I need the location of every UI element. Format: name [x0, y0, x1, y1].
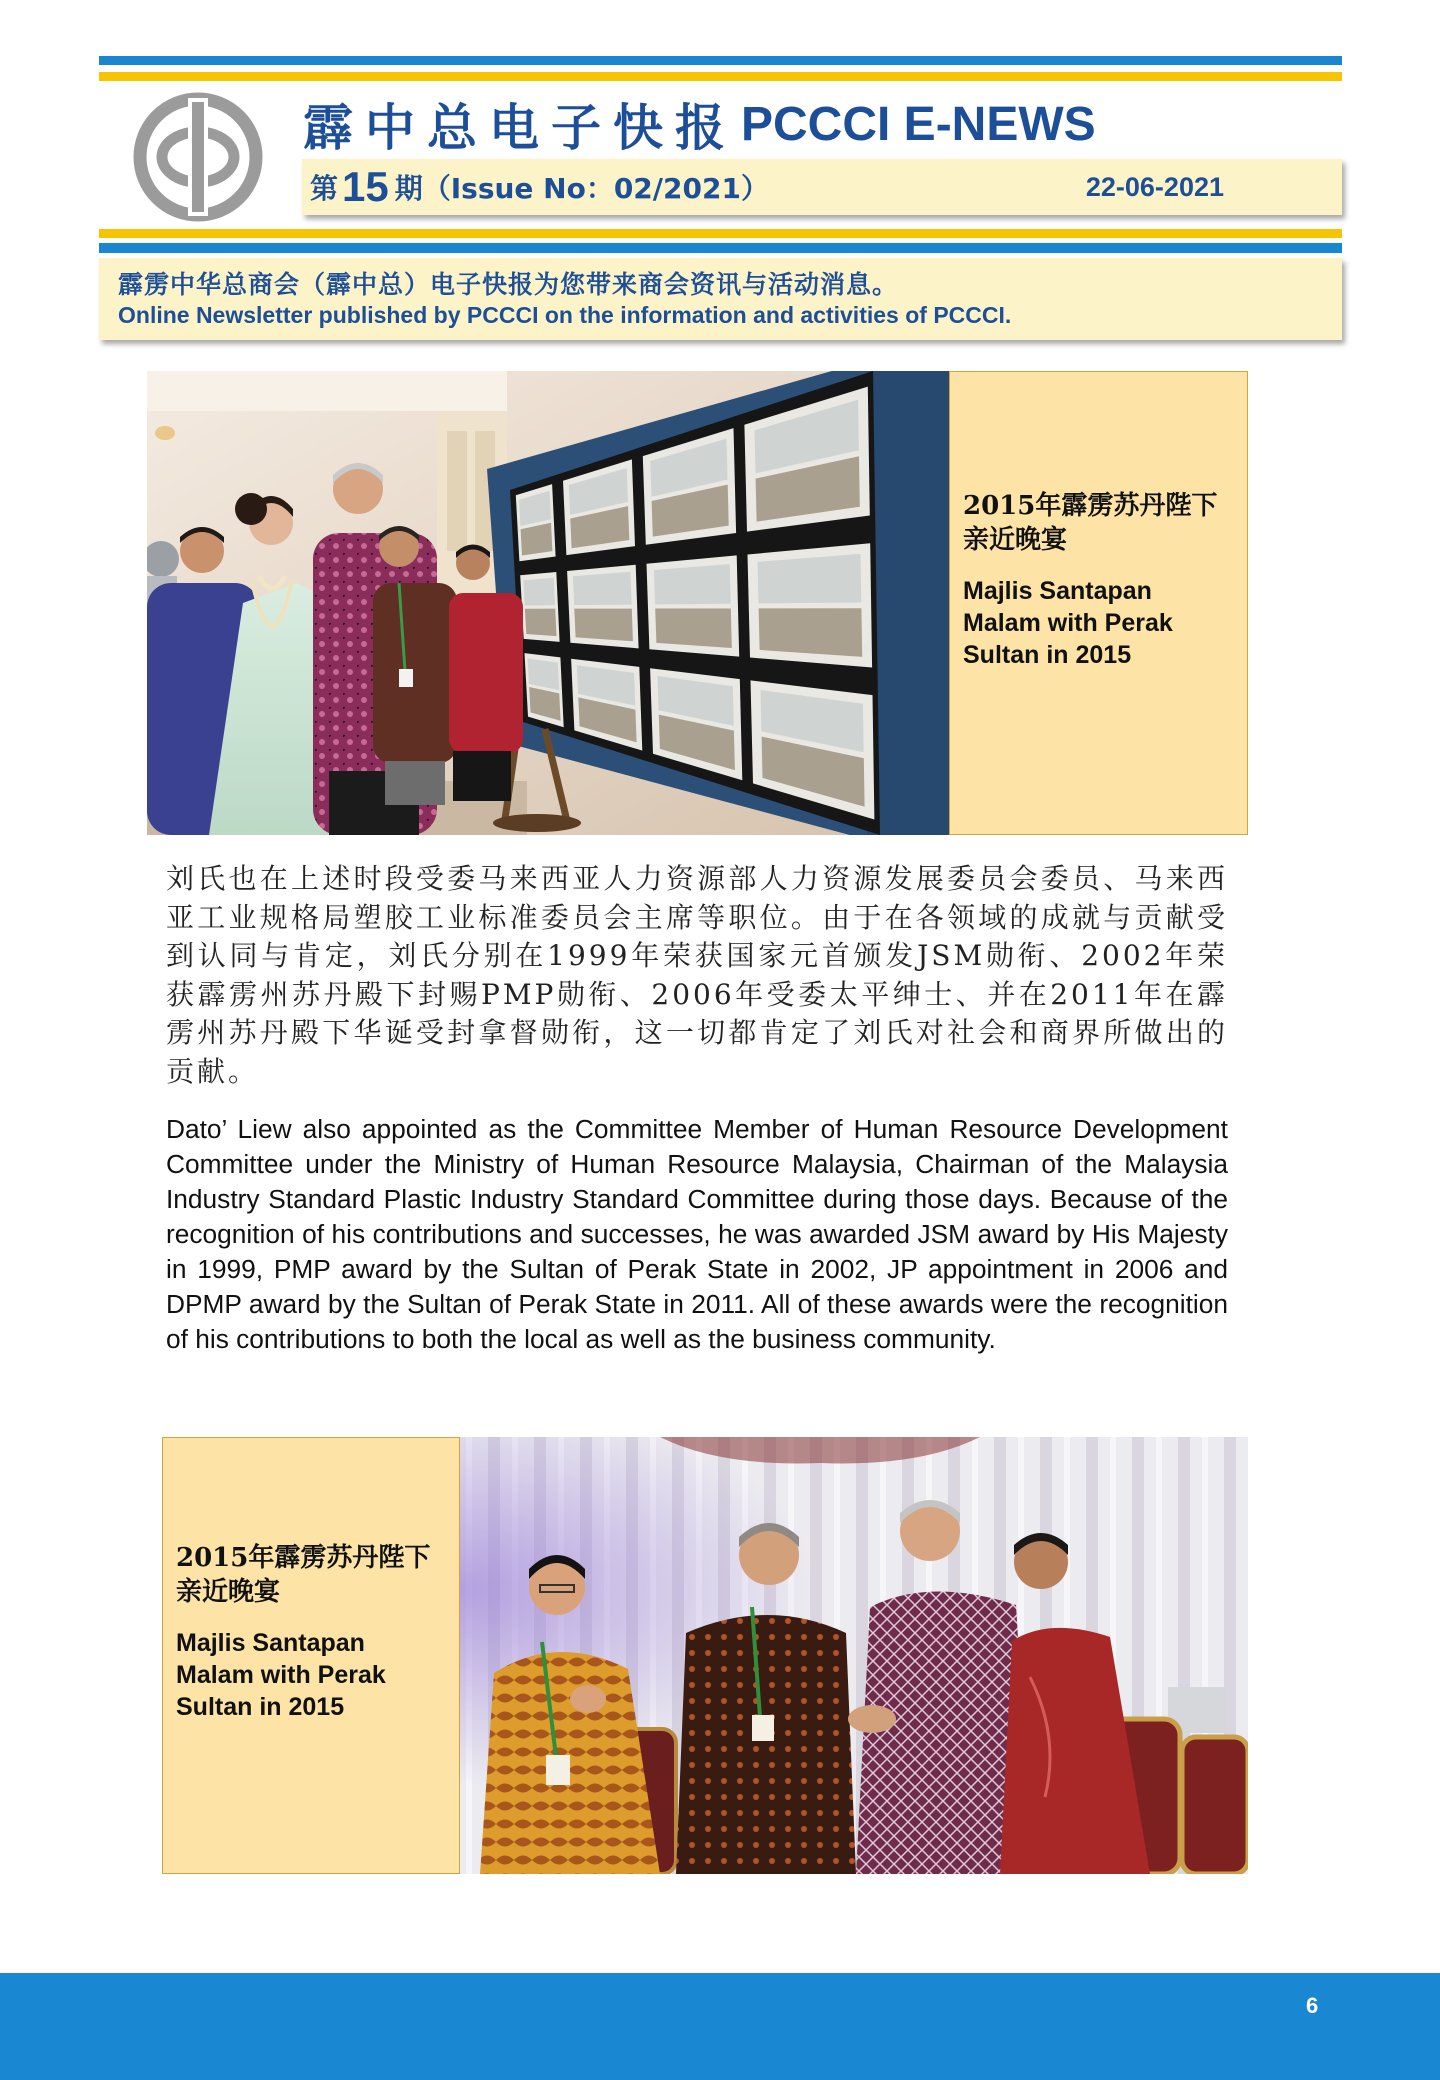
- board-photo-print: [759, 608, 863, 657]
- photo-exhibition-illustration: [147, 371, 949, 835]
- photo-caption-2: [162, 1437, 460, 1874]
- mid-yellow-rule: [99, 229, 1342, 238]
- title-chinese: 霹中总电子快报: [303, 99, 737, 157]
- caption-chinese: 2015年霹雳苏丹陛下亲近晚宴: [963, 491, 1218, 555]
- article-chinese-paragraph: 刘氏也在上述时段受委马来西亚人力资源部人力资源发展委员会委员、马来西亚工业规格局塑胶工业标准委员会主席等职位。由于在各领域的成就与贡献受到认同与肯定，刘氏分别在1999年荣获国家元首颁发JSM勋衔、2002年荣获霹雳州苏丹殿下封赐PMP勋衔、2006年受委太平绅士、并在2011年在霹雳州苏丹殿下华诞受封拿督勋衔，这一切都肯定了刘氏对社会和商界所做出的贡献。: [166, 862, 1228, 1088]
- board-photo-print: [758, 554, 862, 604]
- event-photo-handshake: [460, 1437, 1248, 1874]
- board-photo-print: [525, 609, 557, 637]
- article-english-paragraph: Dato’ Liew also appointed as the Committee Member of Human Resource Development Committee under the Ministry of Human Resource Malaysia, Chairman of the Malaysia Industry Standard Plastic Industry Standard Committee during those days. Because of the recognition of his contributions and successes, he was awarded JSM award by His Majesty in 1999, PMP award by the Sultan of Perak State in 2002, JP appointment in 2006 and DPMP award by the Sultan of Perak State in 2011. All of these awards were the recognition of his contributions to both the local as well as the business community.: [166, 1114, 1228, 1354]
- board-photo-print: [523, 578, 555, 606]
- caption-chinese: 2015年霹雳苏丹陛下亲近晚宴: [176, 1543, 431, 1607]
- issue-suffix: 期（Issue No：02/2021）: [394, 172, 769, 205]
- intro-english: Online Newsletter published by PCCCI on the information and activities of PCCCI.: [118, 302, 1012, 328]
- caption-english: Majlis Santapan Malam with Perak Sultan in 2015: [963, 577, 1173, 669]
- board-photo-print: [654, 564, 731, 604]
- handshake: [848, 1705, 896, 1733]
- issue-label: [310, 159, 769, 215]
- top-yellow-rule: [99, 72, 1342, 81]
- board-photo-print: [655, 609, 732, 649]
- photo-caption-1: [949, 371, 1248, 835]
- photo-handshake-illustration: [460, 1437, 1248, 1874]
- page-number: 6: [1306, 1993, 1319, 2018]
- mid-blue-rule: [99, 243, 1342, 253]
- caption-english: Majlis Santapan Malam with Perak Sultan in 2015: [176, 1629, 386, 1721]
- issue-prefix: 第: [310, 172, 339, 205]
- intro-chinese: 霹雳中华总商会（霹中总）电子快报为您带来商会资讯与活动消息。: [118, 270, 899, 299]
- board-photo-print: [574, 609, 633, 642]
- newsletter-title: [303, 92, 1096, 156]
- title-english: PCCCI E-NEWS: [741, 97, 1096, 151]
- page-footer: [0, 1973, 1440, 2080]
- top-blue-rule: [99, 56, 1342, 65]
- issue-bar: [302, 159, 1342, 215]
- pccci-logo-icon: [126, 88, 270, 226]
- issue-number: 15: [342, 163, 389, 210]
- issue-date: 22-06-2021: [1085, 171, 1224, 202]
- intro-banner: [99, 258, 1342, 340]
- board-photo-print: [573, 572, 632, 605]
- event-photo-exhibition: [147, 371, 949, 835]
